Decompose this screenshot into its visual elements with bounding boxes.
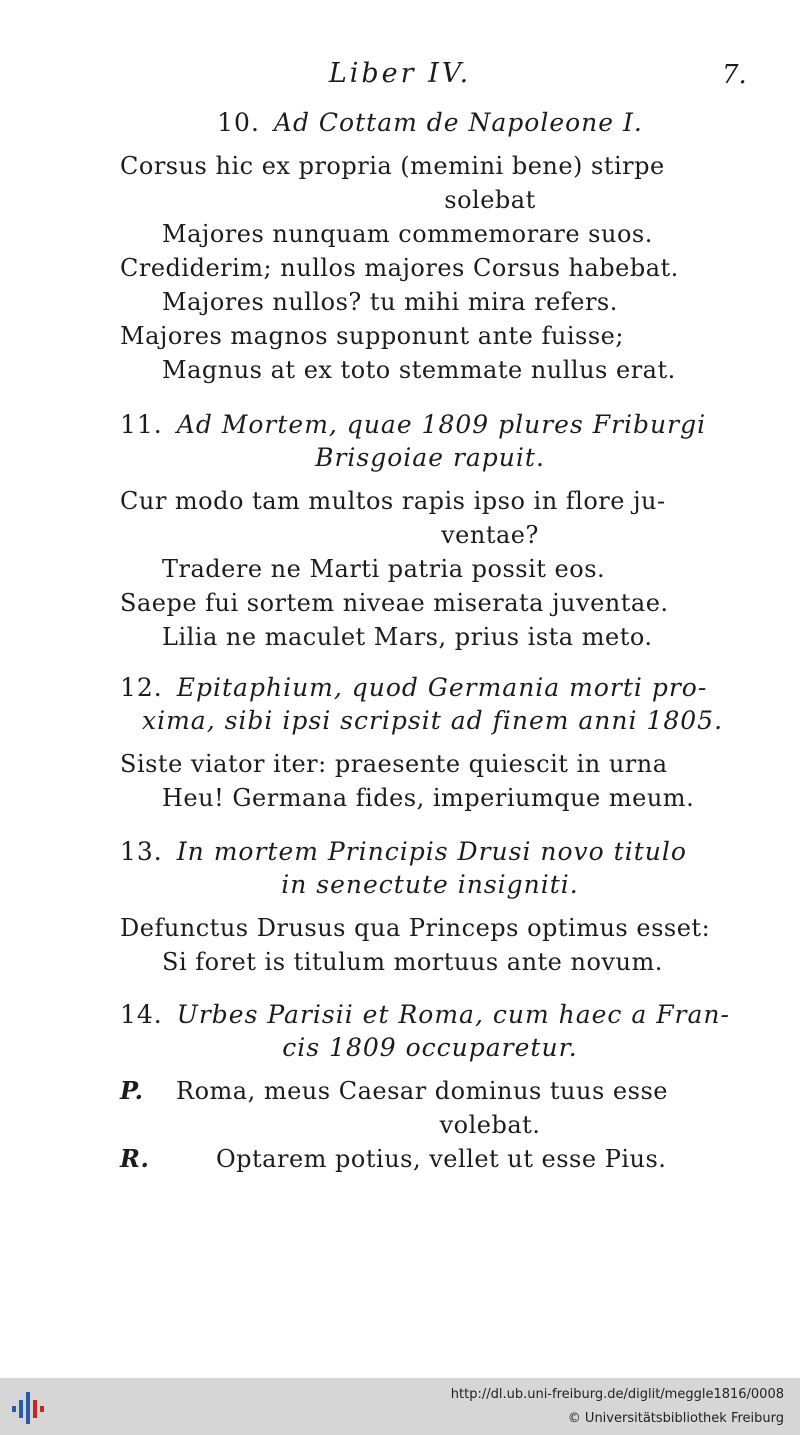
viewer-footer (0, 1378, 800, 1435)
epigram-title: In mortem Principis Drusi novo titulo (176, 837, 687, 866)
epigram-13 (120, 835, 740, 979)
verse-line: Heu! Germana fides, imperiumque meum. (162, 784, 695, 812)
verse-line: Saepe fui sortem niveae miserata juventae. (120, 589, 669, 617)
verse-line: Siste viator iter: praesente quiescit in urna (120, 750, 668, 778)
epigram-title: Ad Mortem, quae 1809 plures Friburgi (176, 410, 707, 439)
epigram-number: 13. (120, 837, 163, 866)
verse-line: Tradere ne Marti patria possit eos. (162, 555, 606, 583)
epigram-title: Urbes Parisii et Roma, cum haec a Fran- (176, 1000, 730, 1029)
epigram-title-continuation: xima, sibi ipsi scripsit ad finem anni 1805. (142, 706, 724, 735)
epigram-title-continuation: Brisgoiae rapuit. (315, 443, 545, 472)
epigram-heading (120, 835, 740, 901)
epigram-heading (120, 408, 740, 474)
document-url-link[interactable]: http://dl.ub.uni-freiburg.de/diglit/meggle1816/0008 (450, 1387, 784, 1402)
epigram-14 (120, 998, 740, 1176)
epigram-heading (120, 671, 740, 737)
epigram-title: Ad Cottam de Napoleone I. (273, 108, 643, 137)
speaker-label: P. (120, 1076, 144, 1105)
epigram-title: Epitaphium, quod Germania morti pro- (176, 673, 708, 702)
verse-line: Si foret is titulum mortuus ante novum. (162, 948, 663, 976)
running-head: Liber IV. (328, 58, 472, 89)
dialogue-line: P. Roma, meus Caesar dominus tuus esse volebat. (120, 1074, 740, 1142)
epigram-number: 12. (120, 673, 163, 702)
epigram-12 (120, 671, 740, 815)
verse-continuation: solebat (444, 186, 536, 214)
dialogue-line: R. Optarem potius, vellet ut esse Pius. (120, 1142, 740, 1176)
copyright-text: © Universitätsbibliothek Freiburg (567, 1411, 784, 1426)
epigram-heading (120, 998, 740, 1064)
page-number: 7. (722, 60, 747, 90)
verse-line: Cur modo tam multos rapis ipso in flore ju- ventae? (120, 484, 740, 552)
verse-line: Corsus hic ex propria (memini bene) stirpe solebat (120, 149, 740, 217)
epigram-10 (120, 106, 740, 387)
verse-line: Majores nullos? tu mihi mira refers. (162, 288, 618, 316)
epigram-number: 10. (217, 108, 260, 137)
verse-line: Crediderim; nullos majores Corsus habebat. (120, 254, 679, 282)
epigram-number: 11. (120, 410, 163, 439)
verse-line: Lilia ne maculet Mars, prius ista meto. (162, 623, 653, 651)
verse-continuation: ventae? (441, 521, 539, 549)
epigram-title-continuation: cis 1809 occuparetur. (282, 1033, 578, 1062)
epigram-11 (120, 408, 740, 654)
library-logo-icon (10, 1390, 52, 1426)
epigram-number: 14. (120, 1000, 163, 1029)
verse-line: Defunctus Drusus qua Princeps optimus esset: (120, 914, 711, 942)
speaker-label: R. (120, 1144, 150, 1173)
verse-continuation: volebat. (439, 1111, 541, 1139)
verse-line: Majores magnos supponunt ante fuisse; (120, 322, 624, 350)
verse-line: Majores nunquam commemorare suos. (162, 220, 653, 248)
epigram-title-continuation: in senectute insigniti. (281, 870, 579, 899)
verse-line: Magnus at ex toto stemmate nullus erat. (162, 356, 676, 384)
epigram-heading (120, 106, 740, 139)
